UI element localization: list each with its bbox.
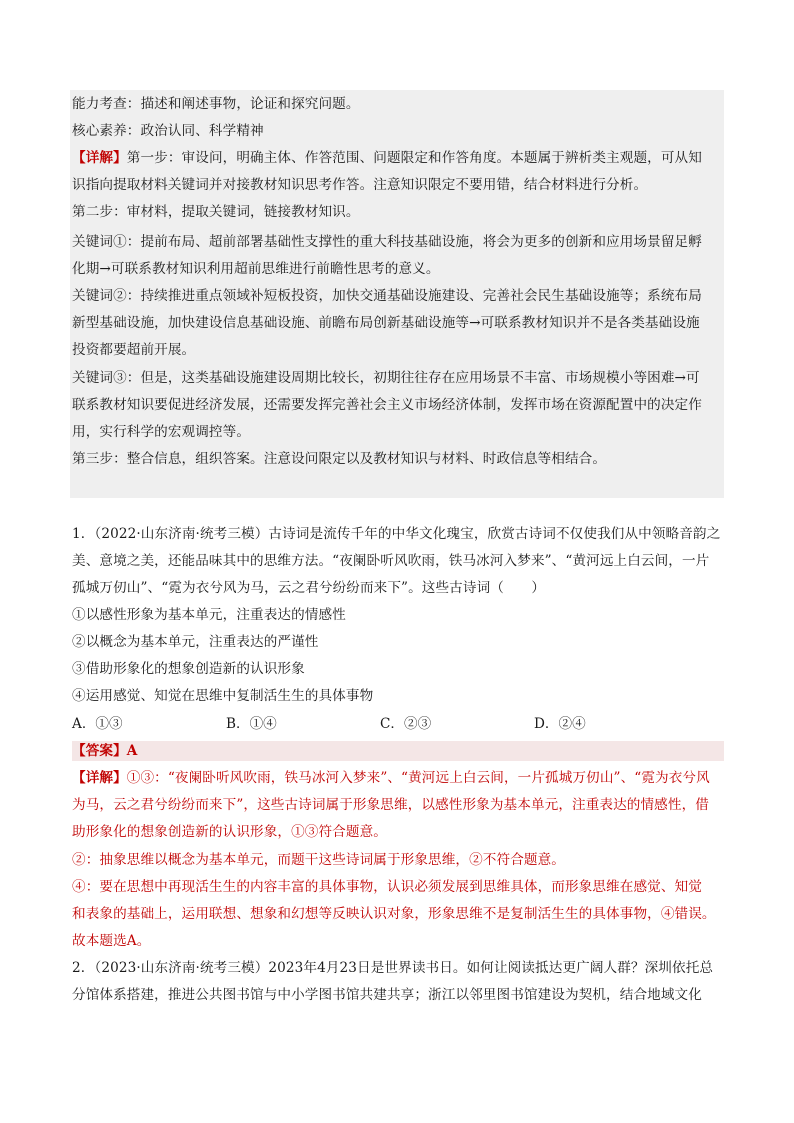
keyword3-line-2: 联系教材知识要促进经济发展，还需要发挥完善社会主义市场经济体制，发挥市场在资源配置中的决定作	[72, 397, 702, 413]
q2-stem-line-2: 分馆体系搭建，推进公共图书馆与中小学图书馆共建共享；浙江以邻里图书馆建设为契机，结合地域文化	[72, 987, 702, 1003]
q1-explain-line-2: 为马，云之君兮纷纷而来下”，这些古诗词属于形象思维，以感性形象为基本单元，注重表达的情感性，借	[72, 797, 709, 813]
keyword2-line-3: 投资都要超前开展。	[72, 342, 196, 358]
q1-item-2: ②以概念为基本单元，注重表达的严谨性	[72, 634, 319, 650]
q1-item-3: ③借助形象化的想象创造新的认识形象	[72, 661, 305, 677]
q1-explain-line-4: ②：抽象思维以概念为基本单元，而题干这些诗词属于形象思维，②不符合题意。	[72, 852, 565, 868]
detail-line-1: 【详解】第一步：审设问，明确主体、作答范围、问题限定和作答角度。本题属于辨析类主观题，可从知	[72, 150, 702, 166]
step2-text: 第二步：审材料，提取关键词，链接教材知识。	[72, 204, 360, 220]
q1-explain-line-1: 【详解】①③：“夜阑卧听风吹雨，铁马冰河入梦来”、“黄河远上白云间，一片孤城万仞山”、“霓为衣兮风	[72, 770, 710, 786]
detail-tag: 【详解】	[72, 150, 127, 166]
q1-stem-line-3: 孤城万仞山”、“霓为衣兮风为马，云之君兮纷纷而来下”。这些古诗词（ ）	[72, 580, 546, 596]
keyword3-line-1: 关键词③：但是，这类基础设施建设周期比较长，初期往往存在应用场景不丰富、市场规模小等困难→可	[72, 370, 700, 386]
q1-option-d: D．②④	[534, 716, 586, 732]
q1-detail-tag: 【详解】	[72, 770, 127, 786]
q1-item-1: ①以感性形象为基本单元，注重表达的情感性	[72, 607, 346, 623]
keyword3-line-3: 用，实行科学的宏观调控等。	[72, 424, 251, 440]
q1-explain-line-5: ④：要在思想中再现活生生的内容丰富的具体事物，认识必须发展到思维具体，而形象思维在感觉、知觉	[72, 879, 702, 895]
q1-option-a: A．①③	[72, 716, 123, 732]
q1-stem-line-1: 1．（2022·山东济南·统考三模）古诗词是流传千年的中华文化瑰宝，欣赏古诗词不仅使我们从中领略音韵之	[72, 526, 721, 542]
q1-explain-line-6: 和表象的基础上，运用联想、想象和幻想等反映认识对象，形象思维不是复制活生生的具体事物，④错误。	[72, 906, 716, 922]
q1-option-c: C．②③	[380, 716, 432, 732]
q1-stem-line-2: 美、意境之美，还能品味其中的思维方法。“夜阑卧听风吹雨，铁马冰河入梦来”、“黄河远上白云间，一片	[72, 553, 710, 569]
detail-line-2: 识指向提取材料关键词并对接教材知识思考作答。注意知识限定不要用错，结合材料进行分析。	[72, 177, 648, 193]
literacy-text: 核心素养：政治认同、科学精神	[72, 123, 264, 139]
q1-item-4: ④运用感觉、知觉在思维中复制活生生的具体事物	[72, 688, 374, 704]
q1-option-b: B．①④	[226, 716, 277, 732]
keyword2-line-2: 新型基础设施，加快建设信息基础设施、前瞻布局创新基础设施等→可联系教材知识并不是各类基础设施	[72, 315, 700, 331]
q2-stem-line-1: 2．（2023·山东济南·统考三模）2023年4月23日是世界读书日。如何让阅读抵达更广阔人群？深圳依托总	[72, 960, 714, 976]
q1-explain-line-3: 助形象化的想象创造新的认识形象，①③符合题意。	[72, 824, 387, 840]
keyword1-line-1: 关键词①：提前布局、超前部署基础性支撑性的重大科技基础设施，将会为更多的创新和应用场景留足孵	[72, 234, 702, 250]
step3-text: 第三步：整合信息，组织答案。注意设问限定以及教材知识与材料、时政信息等相结合。	[72, 451, 607, 467]
keyword2-line-1: 关键词②：持续推进重点领域补短板投资，加快交通基础设施建设、完善社会民生基础设施等；系统布局	[72, 288, 702, 304]
keyword1-line-2: 化期→可联系教材知识利用超前思维进行前瞻性思考的意义。	[72, 261, 440, 277]
q1-explain-line-7: 故本题选A。	[72, 933, 151, 949]
q1-answer: 【答案】A	[72, 741, 724, 761]
ability-text: 能力考查：描述和阐述事物，论证和探究问题。	[72, 96, 360, 112]
